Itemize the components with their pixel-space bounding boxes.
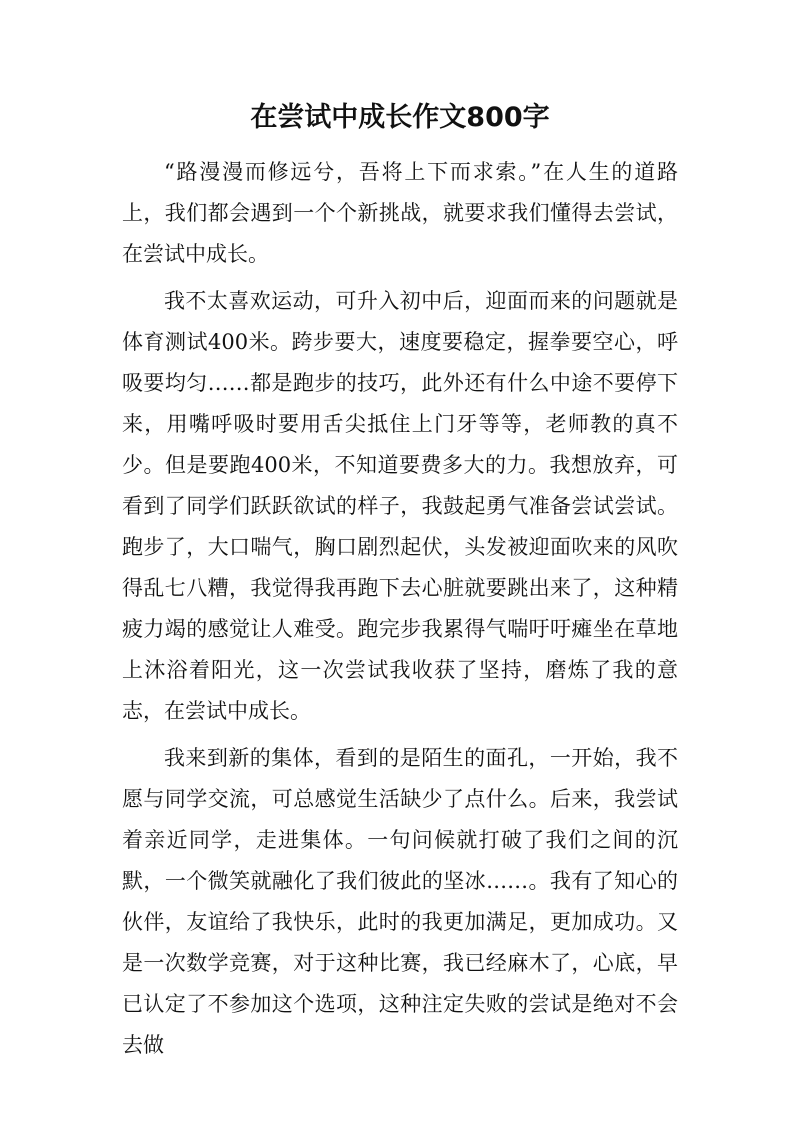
document-title: 在尝试中成长作文800字 xyxy=(250,102,550,133)
document-body xyxy=(122,152,678,1072)
paragraph-3: 我来到新的集体，看到的是陌生的面孔，一开始，我不愿与同学交流，可总感觉生活缺少了点什么。后来，我尝试着亲近同学，走进集体。一句问候就打破了我们之间的沉默，一个微笑就融化了我们彼此的坚冰……。我有了知心的伙伴，友谊给了我快乐，此时的我更加满足，更加成功。又是一次数学竞赛，对于这种比赛，我已经麻木了，心底，早已认定了不参加这个选项，这种注定失败的尝试是绝对不会去做 xyxy=(122,746,678,1057)
paragraph-1: “路漫漫而修远兮，吾将上下而求索。”在人生的道路上，我们都会遇到一个个新挑战，就要求我们懂得去尝试，在尝试中成长。 xyxy=(122,160,678,266)
paragraph-2: 我不太喜欢运动，可升入初中后，迎面而来的问题就是体育测试400米。跨步要大，速度要稳定，握拳要空心，呼吸要均匀……都是跑步的技巧，此外还有什么中途不要停下来，用嘴呼吸时要用舌尖抵住上门牙等等，老师教的真不少。但是要跑400米，不知道要费多大的力。我想放弃，可看到了同学们跃跃欲试的样子，我鼓起勇气准备尝试尝试。跑步了，大口喘气，胸口剧烈起伏，头发被迎面吹来的风吹得乱七八糟，我觉得我再跑下去心脏就要跳出来了，这种精疲力竭的感觉让人难受。跑完步我累得气喘吁吁瘫坐在草地上沐浴着阳光，这一次尝试我收获了坚持，磨炼了我的意志，在尝试中成长。 xyxy=(122,289,678,723)
